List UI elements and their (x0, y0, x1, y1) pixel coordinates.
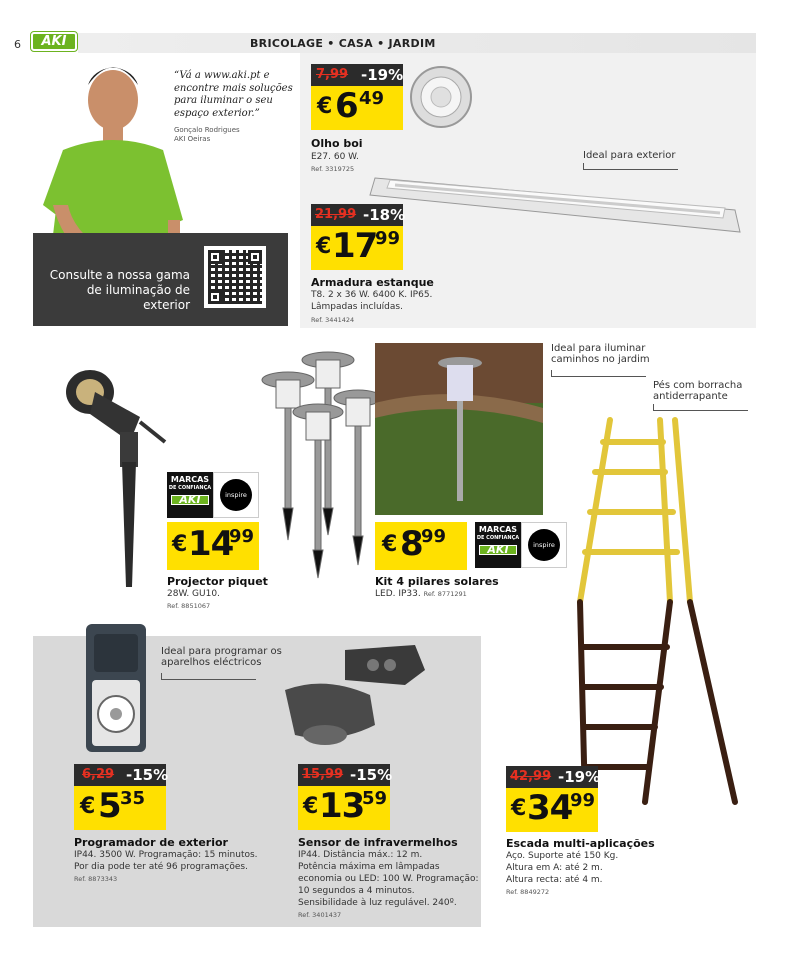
olho-boi-image (408, 64, 474, 130)
marcas-badge-projector: MARCAS DE CONFIANÇA AKI (167, 472, 213, 518)
projector-ref: Ref. 8851067 (167, 602, 211, 610)
programador-desc2: Por dia pode ter até 96 programações. (74, 862, 248, 872)
promo-caption: Consulte a nossa gama de iluminação de exterior (49, 268, 190, 312)
sensor-price: € 13 59 (298, 786, 390, 830)
aki-logo[interactable]: AKI (31, 32, 77, 51)
armadura-name: Armadura estanque (311, 276, 434, 289)
kit-pilares-name: Kit 4 pilares solares (375, 575, 499, 588)
programador-desc1: IP44. 3500 W. Programação: 15 minutos. (74, 850, 258, 860)
programador-image (82, 620, 152, 755)
sensor-desc1: IP44. Distância máx.: 12 m. (298, 850, 423, 860)
escada-ref: Ref. 8849272 (506, 888, 550, 896)
kit-pilares-desc: LED. IP33. Ref. 8771291 (375, 589, 467, 599)
sensor-desc5: Sensibilidade à luz regulável. 240º. (298, 898, 457, 908)
qr-code[interactable] (204, 246, 266, 308)
escada-image (565, 412, 745, 812)
programador-note-line (161, 673, 256, 680)
kit-pilares-image (258, 350, 383, 580)
quote-author (174, 126, 240, 144)
sensor-desc2: Potência máxima em lâmpadas (298, 862, 440, 872)
sensor-image (275, 640, 435, 750)
olho-boi-old-price: 7,99 -19% (311, 64, 403, 86)
author-name: Gonçalo Rodrigues (174, 126, 240, 134)
projector-price: € 14 99 (167, 522, 259, 570)
armadura-desc1: T8. 2 x 36 W. 6400 K. IP65. (311, 290, 433, 300)
projector-name: Projector piquet (167, 575, 268, 588)
section-title: BRICOLAGE • CASA • JARDIM (250, 37, 436, 50)
escada-note: Pés com borracha antiderrapante (653, 380, 743, 402)
sensor-old-price: 15,99 -15% (298, 764, 390, 786)
author-store: AKI Oeiras (174, 135, 211, 143)
escada-desc2: Altura em A: até 2 m. (506, 863, 603, 873)
kit-pilares-price: € 8 99 (375, 522, 467, 570)
olho-boi-price: € 6 49 (311, 86, 403, 130)
escada-name: Escada multi-aplicações (506, 837, 655, 850)
projector-desc: 28W. GU10. (167, 589, 220, 599)
armadura-image (365, 170, 750, 245)
armadura-price: € 17 99 (311, 226, 403, 270)
projector-image (60, 362, 170, 592)
sensor-name: Sensor de infravermelhos (298, 836, 458, 849)
armadura-note: Ideal para exterior (583, 150, 676, 161)
programador-name: Programador de exterior (74, 836, 228, 849)
armadura-old-price: 21,99 -18% (311, 204, 403, 226)
sensor-desc4: 10 segundos a 4 minutos. (298, 886, 415, 896)
inspire-badge-projector: inspire (213, 472, 259, 518)
escada-desc3: Altura recta: até 4 m. (506, 875, 603, 885)
programador-note: Ideal para programar os aparelhos eléctricos (161, 646, 282, 668)
kit-pilares-note: Ideal para iluminar caminhos no jardim (551, 343, 650, 365)
garden-photo (375, 343, 543, 515)
sensor-desc3: economia ou LED: 100 W. Programação: (298, 874, 479, 884)
escada-price: € 34 99 (506, 788, 598, 832)
programador-ref: Ref. 8873343 (74, 875, 118, 883)
kit-pilares-note-line (551, 370, 646, 377)
olho-boi-desc: E27. 60 W. (311, 152, 359, 162)
armadura-ref: Ref. 3441424 (311, 316, 355, 324)
escada-note-line (653, 404, 748, 411)
olho-boi-name: Olho boi (311, 137, 363, 150)
marcas-badge-kit: MARCAS DE CONFIANÇA AKI (475, 522, 521, 568)
inspire-badge-kit: inspire (521, 522, 567, 568)
sensor-ref: Ref. 3401437 (298, 911, 342, 919)
programador-price: € 5 35 (74, 786, 166, 830)
escada-desc1: Aço. Suporte até 150 Kg. (506, 851, 619, 861)
escada-old-price: 42,99 -19% (506, 766, 598, 788)
olho-boi-ref: Ref. 3319725 (311, 165, 355, 173)
quote-text: “Vá a www.aki.pt e encontre mais soluções para iluminar o seu espaço exterior.” (174, 70, 293, 119)
armadura-note-line (583, 163, 678, 170)
armadura-desc2: Lâmpadas incluídas. (311, 302, 403, 312)
page-number: 6 (14, 38, 21, 51)
programador-old-price: 6,29 -15% (74, 764, 166, 786)
